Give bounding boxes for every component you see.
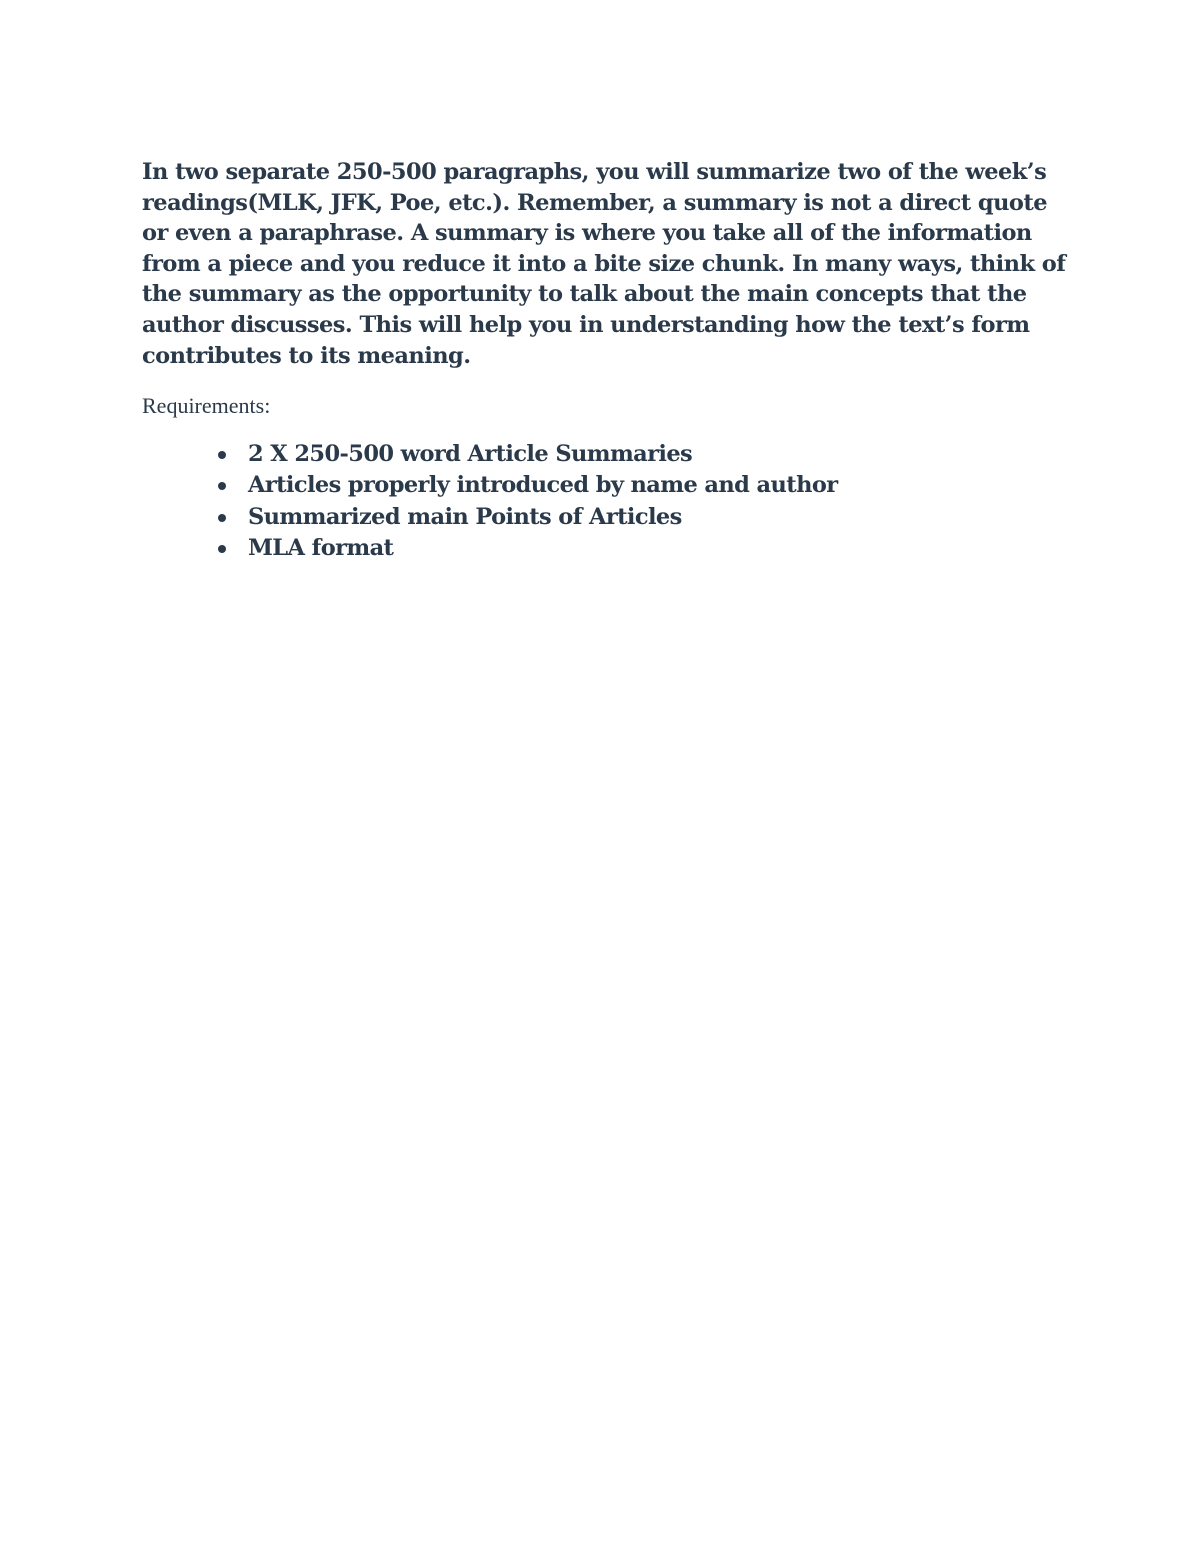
bullet-icon <box>218 514 226 522</box>
document-body <box>142 157 1072 564</box>
bullet-icon <box>218 451 226 459</box>
list-item <box>218 533 1072 564</box>
bullet-icon <box>218 545 226 553</box>
requirement-text: Summarized main Points of Articles <box>248 503 682 530</box>
list-item <box>218 470 1072 501</box>
list-item <box>218 439 1072 470</box>
list-item <box>218 502 1072 533</box>
intro-paragraph: In two separate 250-500 paragraphs, you will summarize two of the week’s readings(MLK, JFK, Poe, etc.). Remember, a summary is not a direct quote or even a paraphrase. A summary is where you take all of the information from a piece and you reduce it into a bite size chunk. In many ways, think of the summary as the opportunity to talk about the main concepts that the author discusses. This will help you in understanding how the text’s form contributes to its meaning. <box>142 159 1066 369</box>
requirement-text: MLA format <box>248 535 394 562</box>
bullet-icon <box>218 482 226 490</box>
requirements-list <box>142 439 1072 564</box>
requirement-text: 2 X 250-500 word Article Summaries <box>248 441 693 468</box>
requirements-label: Requirements: <box>142 393 271 419</box>
requirement-text: Articles properly introduced by name and author <box>248 472 838 499</box>
